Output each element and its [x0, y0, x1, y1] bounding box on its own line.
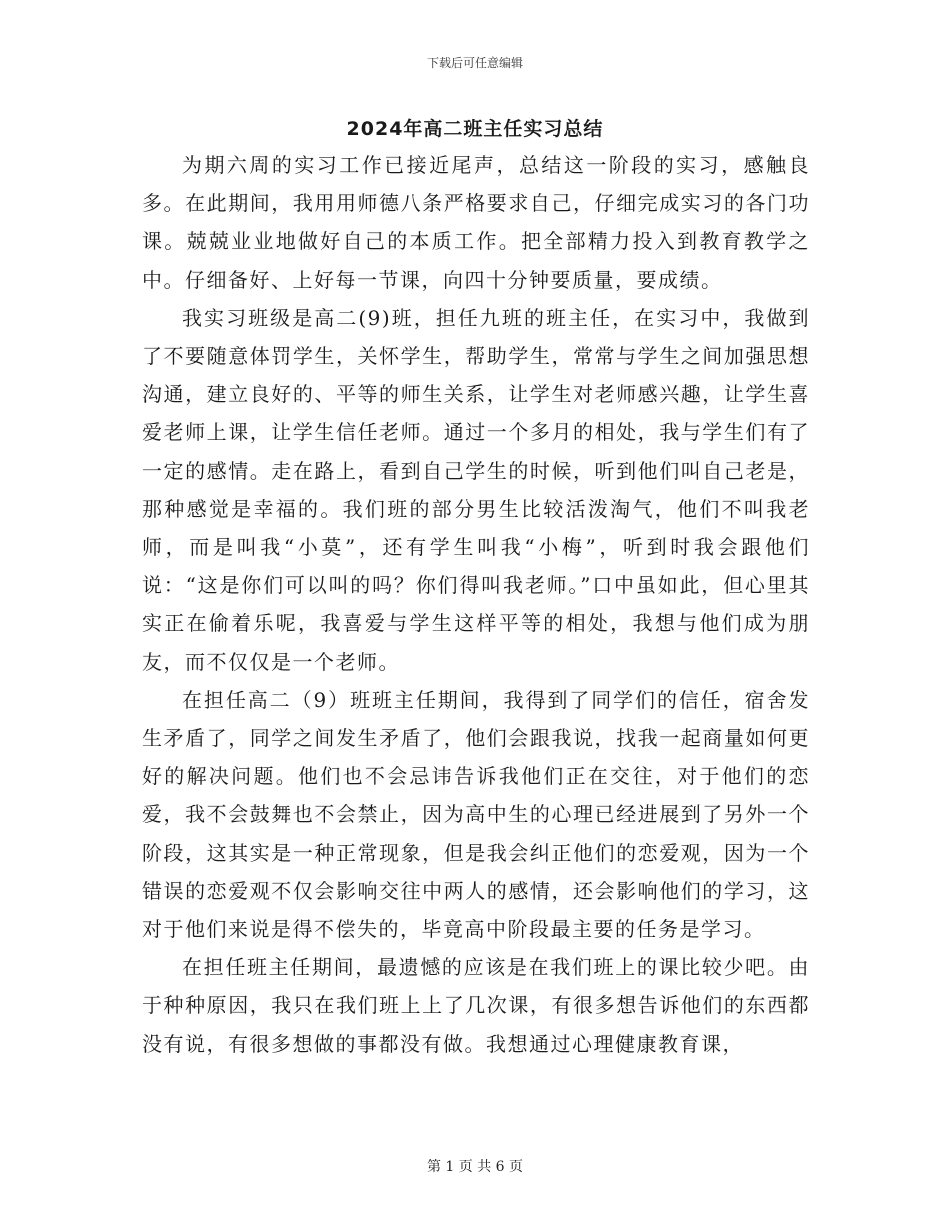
paragraph: 在担任班主任期间，最遗憾的应该是在我们班上的课比较少吧。由于种种原因，我只在我们班上上了几次课，有很多想告诉他们的东西都没有说，有很多想做的事都没有做。我想通过心理健康教育课，: [142, 955, 810, 1056]
paragraph: 在担任高二（9）班班主任期间，我得到了同学们的信任，宿舍发生矛盾了，同学之间发生矛盾了，他们会跟我说，找我一起商量如何更好的解决问题。他们也不会忌讳告诉我他们正在交往，对于他们的恋爱，我不会鼓舞也不会禁止，因为高中生的心理已经进展到了另外一个阶段，这其实是一种正常现象，但是我会纠正他们的恋爱观，因为一个错误的恋爱观不仅会影响交往中两人的感情，还会影响他们的学习，这对于他们来说是得不偿失的，毕竟高中阶段最主要的任务是学习。: [142, 687, 810, 942]
document-title: 2024年高二班主任实习总结: [346, 118, 604, 140]
document-body: [142, 146, 810, 1063]
header-note: 下载后可任意编辑: [426, 56, 523, 70]
page-number: 第 1 页 共 6 页: [426, 1159, 524, 1175]
paragraph: 为期六周的实习工作已接近尾声，总结这一阶段的实习，感触良多。在此期间，我用用师德八条严格要求自己，仔细完成实习的各门功课。兢兢业业地做好自己的本质工作。把全部精力投入到教育教学之中。仔细备好、上好每一节课，向四十分钟要质量，要成绩。: [142, 153, 810, 292]
paragraph: 我实习班级是高二(9)班，担任九班的班主任，在实习中，我做到了不要随意体罚学生，关怀学生，帮助学生，常常与学生之间加强思想沟通，建立良好的、平等的师生关系，让学生对老师感兴趣，让学生喜爱老师上课，让学生信任老师。通过一个多月的相处，我与学生们有了一定的感情。走在路上，看到自己学生的时候，听到他们叫自己老是，那种感觉是幸福的。我们班的部分男生比较活泼淘气，他们不叫我老师，而是叫我“小莫”，还有学生叫我“小梅”，听到时我会跟他们说：“这是你们可以叫的吗？你们得叫我老师。”口中虽如此，但心里其实正在偷着乐呢，我喜爱与学生这样平等的相处，我想与他们成为朋友，而不仅仅是一个老师。: [142, 305, 810, 674]
